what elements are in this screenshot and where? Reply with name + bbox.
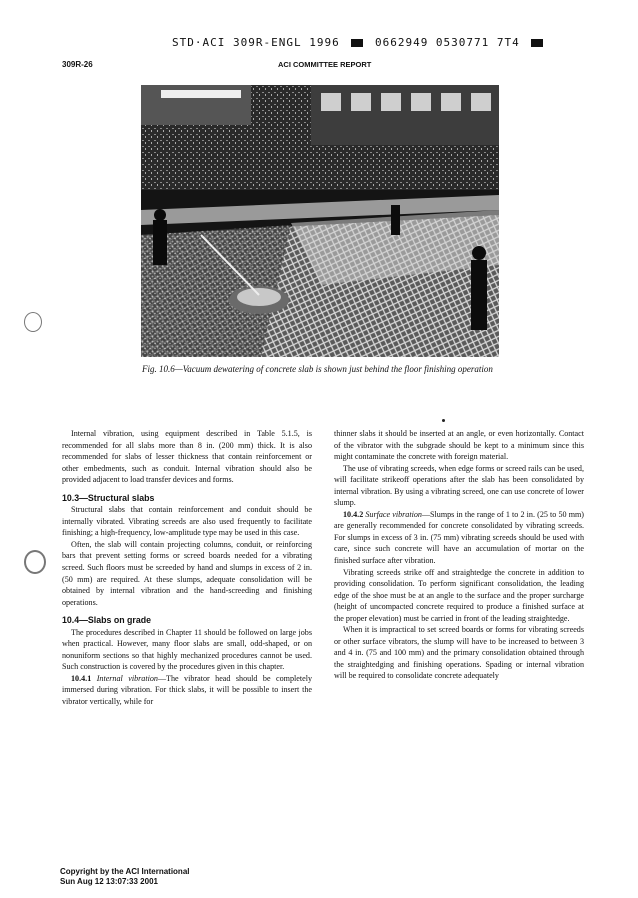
copyright-footer — [60, 867, 189, 887]
punch-hole — [24, 312, 42, 332]
right-column — [334, 428, 584, 682]
subsection-number: 10.4.2 — [343, 509, 364, 519]
footer-line: Copyright by the ACI International — [60, 867, 190, 876]
paragraph: The use of vibrating screeds, when edge forms or screed rails can be used, will facilitate strikeoff operations after the slab has been consolidated by internal vibration. By using a vibrating screed, one can use concrete of lower slump. — [334, 463, 584, 508]
caption-label: Fig. 10.6 — [142, 364, 175, 374]
subsection-title: Internal vibration — [96, 673, 158, 683]
section-heading: 10.4—Slabs on grade — [62, 615, 151, 626]
paragraph: The procedures described in Chapter 11 should be followed on large jobs when practical. However, many floor slabs are small, odd-shaped, or on nonuniform sections so that highly mechanized procedures cannot be used. Such construction is covered by the procedures given in this chapter. — [62, 627, 312, 672]
subsection-title: Surface vibration — [365, 509, 422, 519]
paragraph — [62, 673, 312, 708]
paragraph: thinner slabs it should be inserted at an angle, or even horizontally. Contact of the vibrator with the subgrade should be kept to a minimum since this might contaminate the concrete with foreign material. — [334, 429, 584, 462]
paragraph: Structural slabs that contain reinforcement and conduit should be internally vibrated. Vibrating screeds are also used frequently to facilitate finishing; a high-frequency, low-amplitude type may be used in this case. — [62, 505, 312, 538]
caption-text: —Vacuum dewatering of concrete slab is shown just behind the floor finishing operation — [174, 364, 493, 374]
paragraph: When it is impractical to set screed boards or forms for vibrating screeds or other surface vibrators, the slump will have to be increased to between 3 and 4 in. (75 and 100 mm) and the primary consolidation obtained through the straightedging and finishing operations. Spading or internal vibration will be required to consolidate concrete adequately — [334, 625, 584, 681]
subsection-text: —The vibrator head should be completely immersed during vibration. For thick slabs, it will be possible to insert the vibrator vertically, while for — [62, 673, 312, 707]
section-heading: 10.3—Structural slabs — [62, 492, 155, 503]
stamp-codes: 0662949 0530771 7T4 — [374, 36, 520, 49]
document-stamp — [172, 36, 522, 49]
subsection-text: —Slumps in the range of 1 to 2 in. (25 to 50 mm) are generally recommended for concrete consolidated by vibrating screeds. For slumps in excess of 3 in. (75 mm) vibrating screeds should be used with care, since such concrete will have an accumulation of mortar on the finished surface after vibration. — [334, 509, 584, 566]
paragraph: Internal vibration, using equipment described in Table 5.1.5, is recommended for all slabs more than 8 in. (200 mm) thick. It is also recommended for slabs of lesser thickness that contain reinforcement or other embedments, such as conduit. Internal vibration should also be provided adjacent to load transfer devices and forms. — [62, 429, 312, 485]
paragraph: Vibrating screeds strike off and straightedge the concrete in addition to providing consolidation. To perform significant consolidation, the leading edge of the shoe must be at an angle to the surface and the proper surcharge (height of uncompacted concrete required to produce a finished surface at the proper elevation) must be carried in front of the leading straightedge. — [334, 567, 584, 623]
running-head: ACI COMMITTEE REPORT — [278, 60, 372, 69]
left-column — [62, 428, 312, 708]
figure-photo — [141, 85, 499, 357]
page-number: 309R-26 — [62, 60, 93, 69]
footer-line: Sun Aug 12 13:07:33 2001 — [60, 877, 158, 886]
paragraph: Often, the slab will contain projecting columns, conduit, or reinforcing bars that prevent setting forms or screed boards needed for a vibrating screed. Such floors must be screeded by hand and slumps in excess of 2 in. (50 mm) are required. At these slumps, adequate consolidation will be obtained by internal vibration and the hand-screeding and finishing operations. — [62, 539, 312, 607]
stamp-block-mark — [531, 39, 543, 47]
stamp-block-mark — [351, 39, 363, 47]
paragraph — [334, 509, 584, 567]
stamp-text: STD·ACI 309R-ENGL 1996 — [172, 36, 340, 49]
punch-hole — [24, 550, 46, 574]
figure-caption — [142, 364, 512, 375]
subsection-number: 10.4.1 — [71, 673, 92, 683]
scan-mark — [442, 419, 445, 422]
